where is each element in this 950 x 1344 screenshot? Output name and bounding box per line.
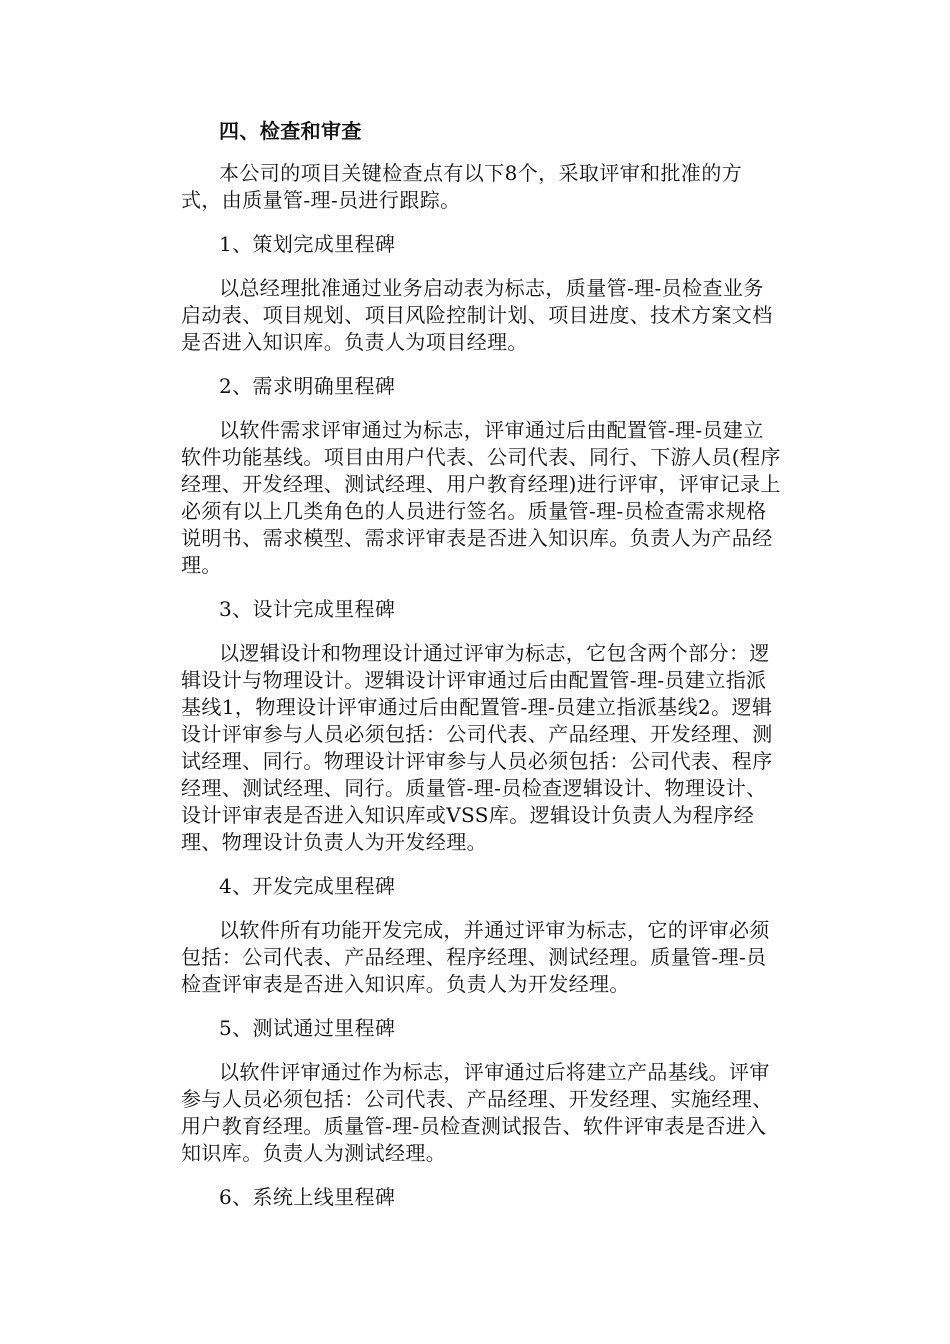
milestone-title-4: 4、开发完成里程碑 xyxy=(219,874,396,898)
milestone-title-3: 3、设计完成里程碑 xyxy=(219,597,396,621)
section-heading: 四、检查和审查 xyxy=(219,119,362,143)
milestone-title-1: 1、策划完成里程碑 xyxy=(219,232,396,256)
milestone-body-5: 以软件评审通过作为标志，评审通过后将建立产品基线。评审参与人员必须包括：公司代表、产品经理、开发经理、实施经理、用户教育经理。质量管-理-员检查测试报告、软件评审表是否进入知识库。负责人为测试经理。 xyxy=(181,1060,773,1165)
milestone-body-2: 以软件需求评审通过为标志，评审通过后由配置管-理-员建立软件功能基线。项目由用户代表、公司代表、同行、下游人员(程序经理、开发经理、测试经理、用户教育经理)进行评审，评审记录上必须有以上几类角色的人员进行签名。质量管-理-员检查需求规格说明书、需求模型、需求评审表是否进入知识库。负责人为产品经理。 xyxy=(181,418,781,577)
milestone-title-6: 6、系统上线里程碑 xyxy=(219,1185,396,1209)
milestone-title-5: 5、测试通过里程碑 xyxy=(219,1016,396,1040)
milestone-body-3: 以逻辑设计和物理设计通过评审为标志，它包含两个部分：逻辑设计与物理设计。逻辑设计评审通过后由配置管-理-员建立指派基线1，物理设计评审通过后由配置管-理-员建立指派基线2。逻辑设计评审参与人员必须包括：公司代表、产品经理、开发经理、测试经理、同行。物理设计评审参与人员必须包括：公司代表、程序经理、测试经理、同行。质量管-理-员检查逻辑设计、物理设计、设计评审表是否进入知识库或VSS库。逻辑设计负责人为程序经理、物理设计负责人为开发经理。 xyxy=(181,641,773,854)
milestone-title-2: 2、需求明确里程碑 xyxy=(219,374,396,398)
milestone-body-1: 以总经理批准通过业务启动表为标志，质量管-理-员检查业务启动表、项目规划、项目风险控制计划、项目进度、技术方案文档是否进入知识库。负责人为项目经理。 xyxy=(181,276,773,354)
intro-paragraph: 本公司的项目关键检查点有以下8个，采取评审和批准的方式，由质量管-理-员进行跟踪。 xyxy=(181,161,743,212)
document-page xyxy=(181,118,781,1228)
milestone-body-4: 以软件所有功能开发完成，并通过评审为标志，它的评审必须包括：公司代表、产品经理、程序经理、测试经理。质量管-理-员检查评审表是否进入知识库。负责人为开发经理。 xyxy=(181,918,770,996)
